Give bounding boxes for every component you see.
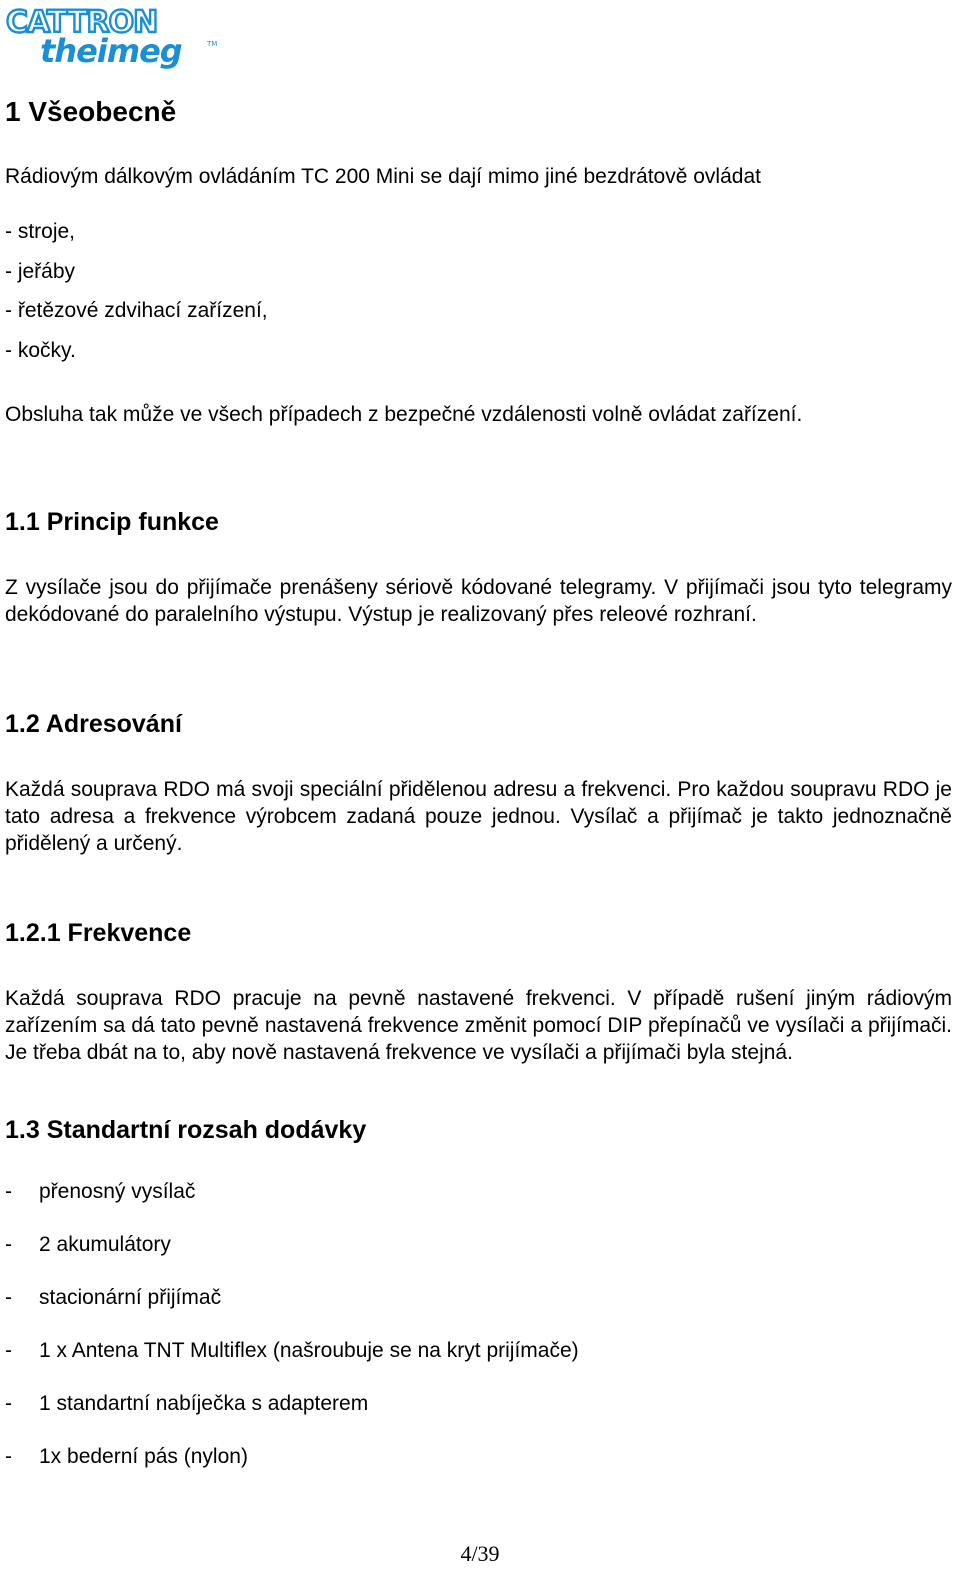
section-1-2-1-body: Každá souprava RDO pracuje na pevně nastavené frekvenci. V případě rušení jiným rádiovým zařízením sa dá tato pevně nastavená frekvence změnit pomocí DIP přepínačů ve vysílači a přijímači. Je třeba dbát na to, aby nově nastavená frekvence ve vysílači a přijímači byla stejná. [5,987,952,1064]
list-item-text: přenosný vysílač [39,1180,196,1203]
section-1-3-title: 1.3 Standartní rozsah dodávky [5,1116,367,1144]
list-item: - jeřáby [5,259,76,283]
list-item [5,1178,579,1231]
list-item: - stroje, [5,220,76,243]
list-item: - kočky. [5,338,76,362]
list-dash: - [5,1180,12,1203]
section-1-2-body: Každá souprava RDO má svoji speciální přidělenou adresu a frekvenci. Pro každou soupravu RDO je tato adresa a frekvence výrobcem zadaná pouze jednou. Vysílač a přijímač je takto jednoznačně přidělený a určený. [5,778,952,855]
section-1-1-title: 1.1 Princip funkce [5,508,219,536]
list-item [5,1231,579,1284]
list-item: - řetězové zdvihací zařízení, [5,299,268,322]
section-1-title: 1 Všeobecně [5,96,177,127]
list-item-text: 2 akumulátory [39,1233,171,1256]
list-dash: - [5,1339,12,1362]
logo-cattron-text: CATTRON [6,5,158,40]
list-item-text: stacionární přijímač [39,1286,222,1309]
list-item [5,1284,579,1337]
list-item-text: 1x bederní pás (nylon) [39,1445,248,1468]
list-item-text: 1 standartní nabíječka s adapterem [39,1392,369,1415]
list-dash: - [5,1286,12,1309]
section-1-outro: Obsluha tak může ve všech případech z bezpečné vzdálenosti volně ovládat zařízení. [5,403,803,426]
list-dash: - [5,1445,12,1468]
logo-theimeg-text: theimeg [40,32,182,70]
section-1-1-body: Z vysílače jsou do přijímače prenášeny sériově kódované telegramy. V přijímači jsou tyto telegramy dekódované do paralelního výstupu. Výstup je realizovaný přes releové rozhraní. [5,576,952,626]
section-1-list [5,218,268,376]
section-1-2-1-title: 1.2.1 Frekvence [5,919,192,947]
list-item [5,1337,579,1390]
cattron-theimeg-logo [4,2,224,70]
list-item-text: 1 x Antena TNT Multiflex (našroubuje se na kryt prijímače) [39,1339,579,1362]
delivery-scope-list [5,1178,579,1496]
list-dash: - [5,1233,12,1256]
page-number: 4/39 [460,1541,500,1566]
list-item [5,1443,579,1496]
list-item [5,1390,579,1443]
logo-trademark: TM [207,40,218,48]
list-dash: - [5,1392,12,1415]
section-1-2-title: 1.2 Adresování [5,710,182,738]
section-1-intro: Rádiovým dálkovým ovládáním TC 200 Mini se dají mimo jiné bezdrátově ovládat [5,165,761,188]
